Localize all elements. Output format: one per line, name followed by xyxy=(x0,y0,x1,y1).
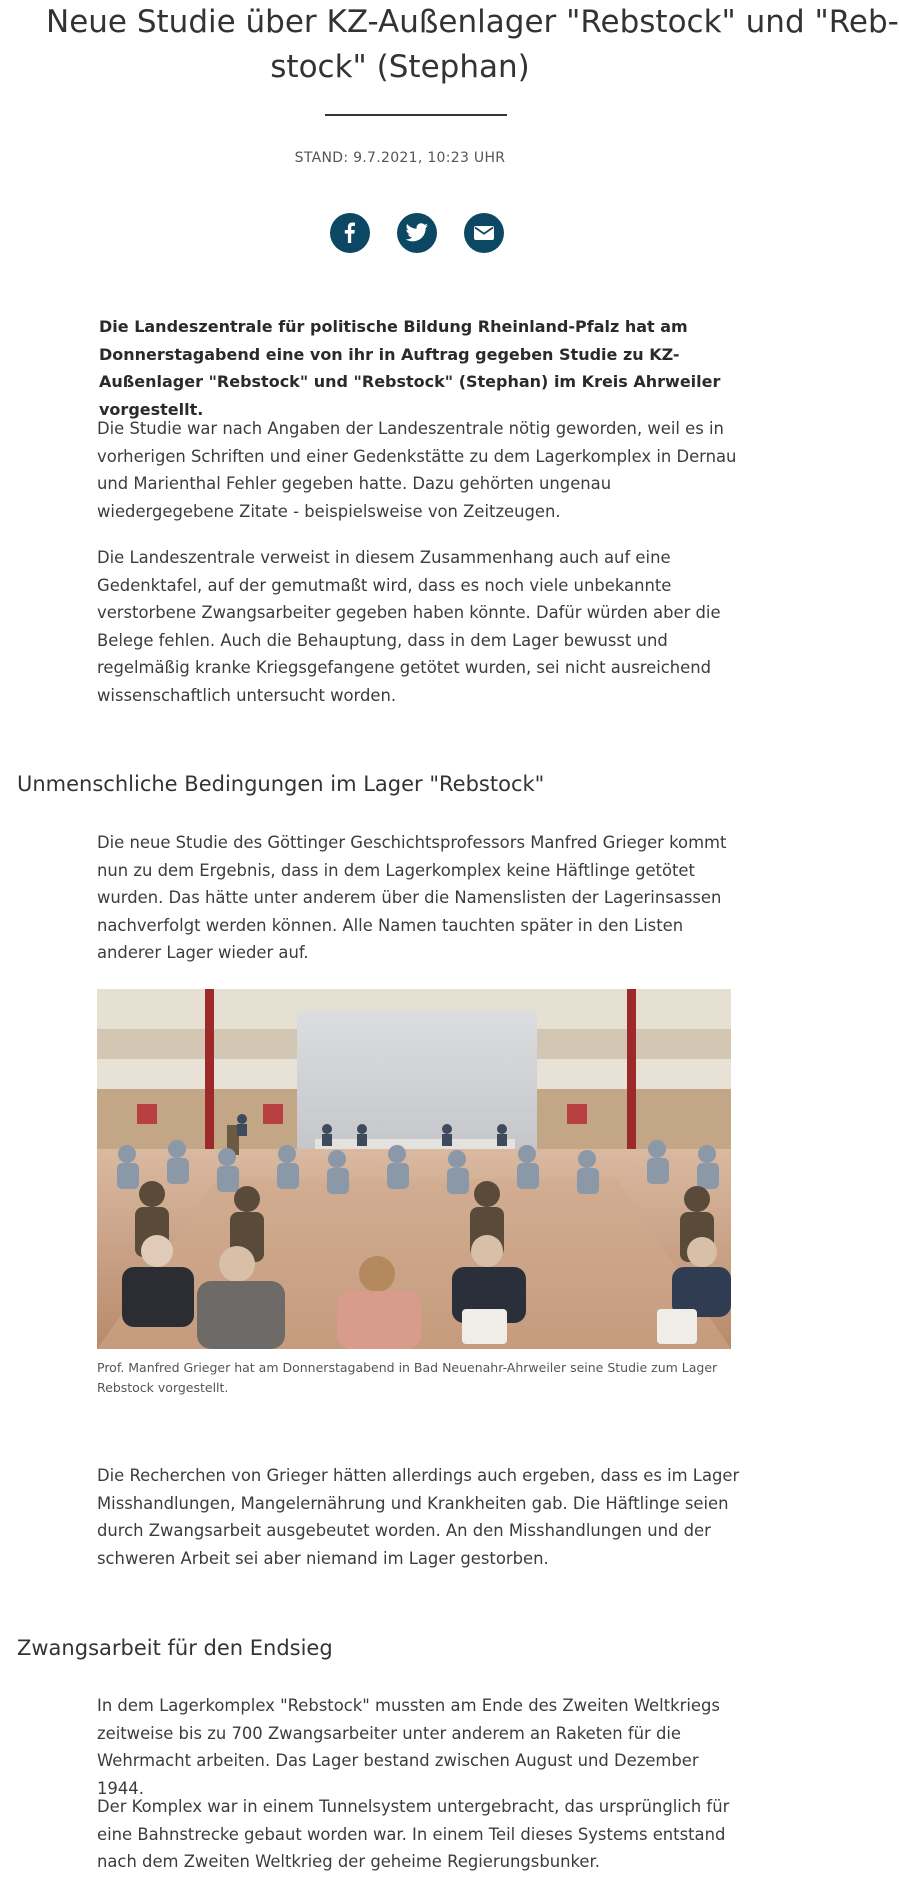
headline-line-1: Neue Studie über KZ-Außenlager "Rebstock" und "Reb- xyxy=(46,4,899,40)
publish-timestamp: STAND: 9.7.2021, 10:23 UHR xyxy=(294,150,506,166)
lecture-hall-photo xyxy=(97,989,731,1349)
article-paragraph: Die neue Studie des Göttinger Geschichtsprofessors Manfred Grieger kommt nun zu dem Ergebnis, dass in dem Lagerkomplex keine Häftlinge getötet wurden. Das hätte unter anderem über die Namenslisten der Lagerinsassen nachverfolgt werden können. Alle Namen tauchten später in den Listen anderer Lager wieder auf. xyxy=(97,833,727,962)
share-bar xyxy=(330,213,504,253)
section-heading: Unmenschliche Bedingungen im Lager "Rebstock" xyxy=(17,772,545,796)
mail-icon xyxy=(473,225,495,241)
article-paragraph: Die Recherchen von Grieger hätten allerdings auch ergeben, dass es im Lager Misshandlungen, Mangelernährung und Krankheiten gab. Die Häftlinge seien durch Zwangsarbeit ausgebeutet worden. An den Misshandlungen und der schweren Arbeit sei aber niemand im Lager gestorben. xyxy=(97,1466,740,1568)
article-paragraph: Der Komplex war in einem Tunnelsystem untergebracht, das ursprünglich für eine Bahnstrecke gebaut worden war. In einem Teil dieses Systems entstand nach dem Zweiten Weltkrieg der geheime Regierungsbunker. xyxy=(97,1797,730,1871)
article-lead: Die Landeszentrale für politische Bildung Rheinland-Pfalz hat am Donnerstagabend eine von ihr in Auftrag gegeben Studie zu KZ-Außenlager "Rebstock" und "Rebstock" (Stephan) im Kreis Ahrweiler vorgestellt. xyxy=(99,317,721,419)
article-paragraph: Die Landeszentrale verweist in diesem Zusammenhang auch auf eine Gedenktafel, auf der gemutmaßt wird, dass es noch viele unbekannte verstorbene Zwangsarbeiter gegeben haben könnte. Dafür würden aber die Belege fehlen. Auch die Behauptung, dass in dem Lager bewusst und regelmäßig kranke Kriegsgefangene getötet wurden, sei nicht ausreichend wissenschaftlich untersucht worden. xyxy=(97,548,721,705)
article-photo xyxy=(97,989,731,1349)
article-paragraph: In dem Lagerkomplex "Rebstock" mussten am Ende des Zweiten Weltkriegs zeitweise bis zu 700 Zwangsarbeiter unter anderem an Raketen für die Wehrmacht arbeiten. Das Lager bestand zwischen August und Dezember 1944. xyxy=(97,1696,720,1798)
headline-divider xyxy=(325,114,507,116)
facebook-share-button[interactable] xyxy=(330,213,370,253)
article-paragraph: Die Studie war nach Angaben der Landeszentrale nötig geworden, weil es in vorherigen Schriften und einer Gedenkstätte zu dem Lagerkomplex in Dernau und Marienthal Fehler gegeben hatte. Dazu gehörten ungenau wiedergegebene Zitate - beispielsweise von Zeitzeugen. xyxy=(97,419,737,521)
section-heading: Zwangsarbeit für den Endsieg xyxy=(17,1636,333,1660)
photo-caption: Prof. Manfred Grieger hat am Donnerstagabend in Bad Neuenahr-Ahrweiler seine Studie zum Lager Rebstock vorgestellt. xyxy=(97,1360,718,1395)
facebook-icon xyxy=(340,222,360,244)
headline-line-2: stock" (Stephan) xyxy=(270,49,530,85)
twitter-share-button[interactable] xyxy=(397,213,437,253)
mail-share-button[interactable] xyxy=(464,213,504,253)
twitter-icon xyxy=(405,223,429,243)
article-headline xyxy=(0,0,899,90)
